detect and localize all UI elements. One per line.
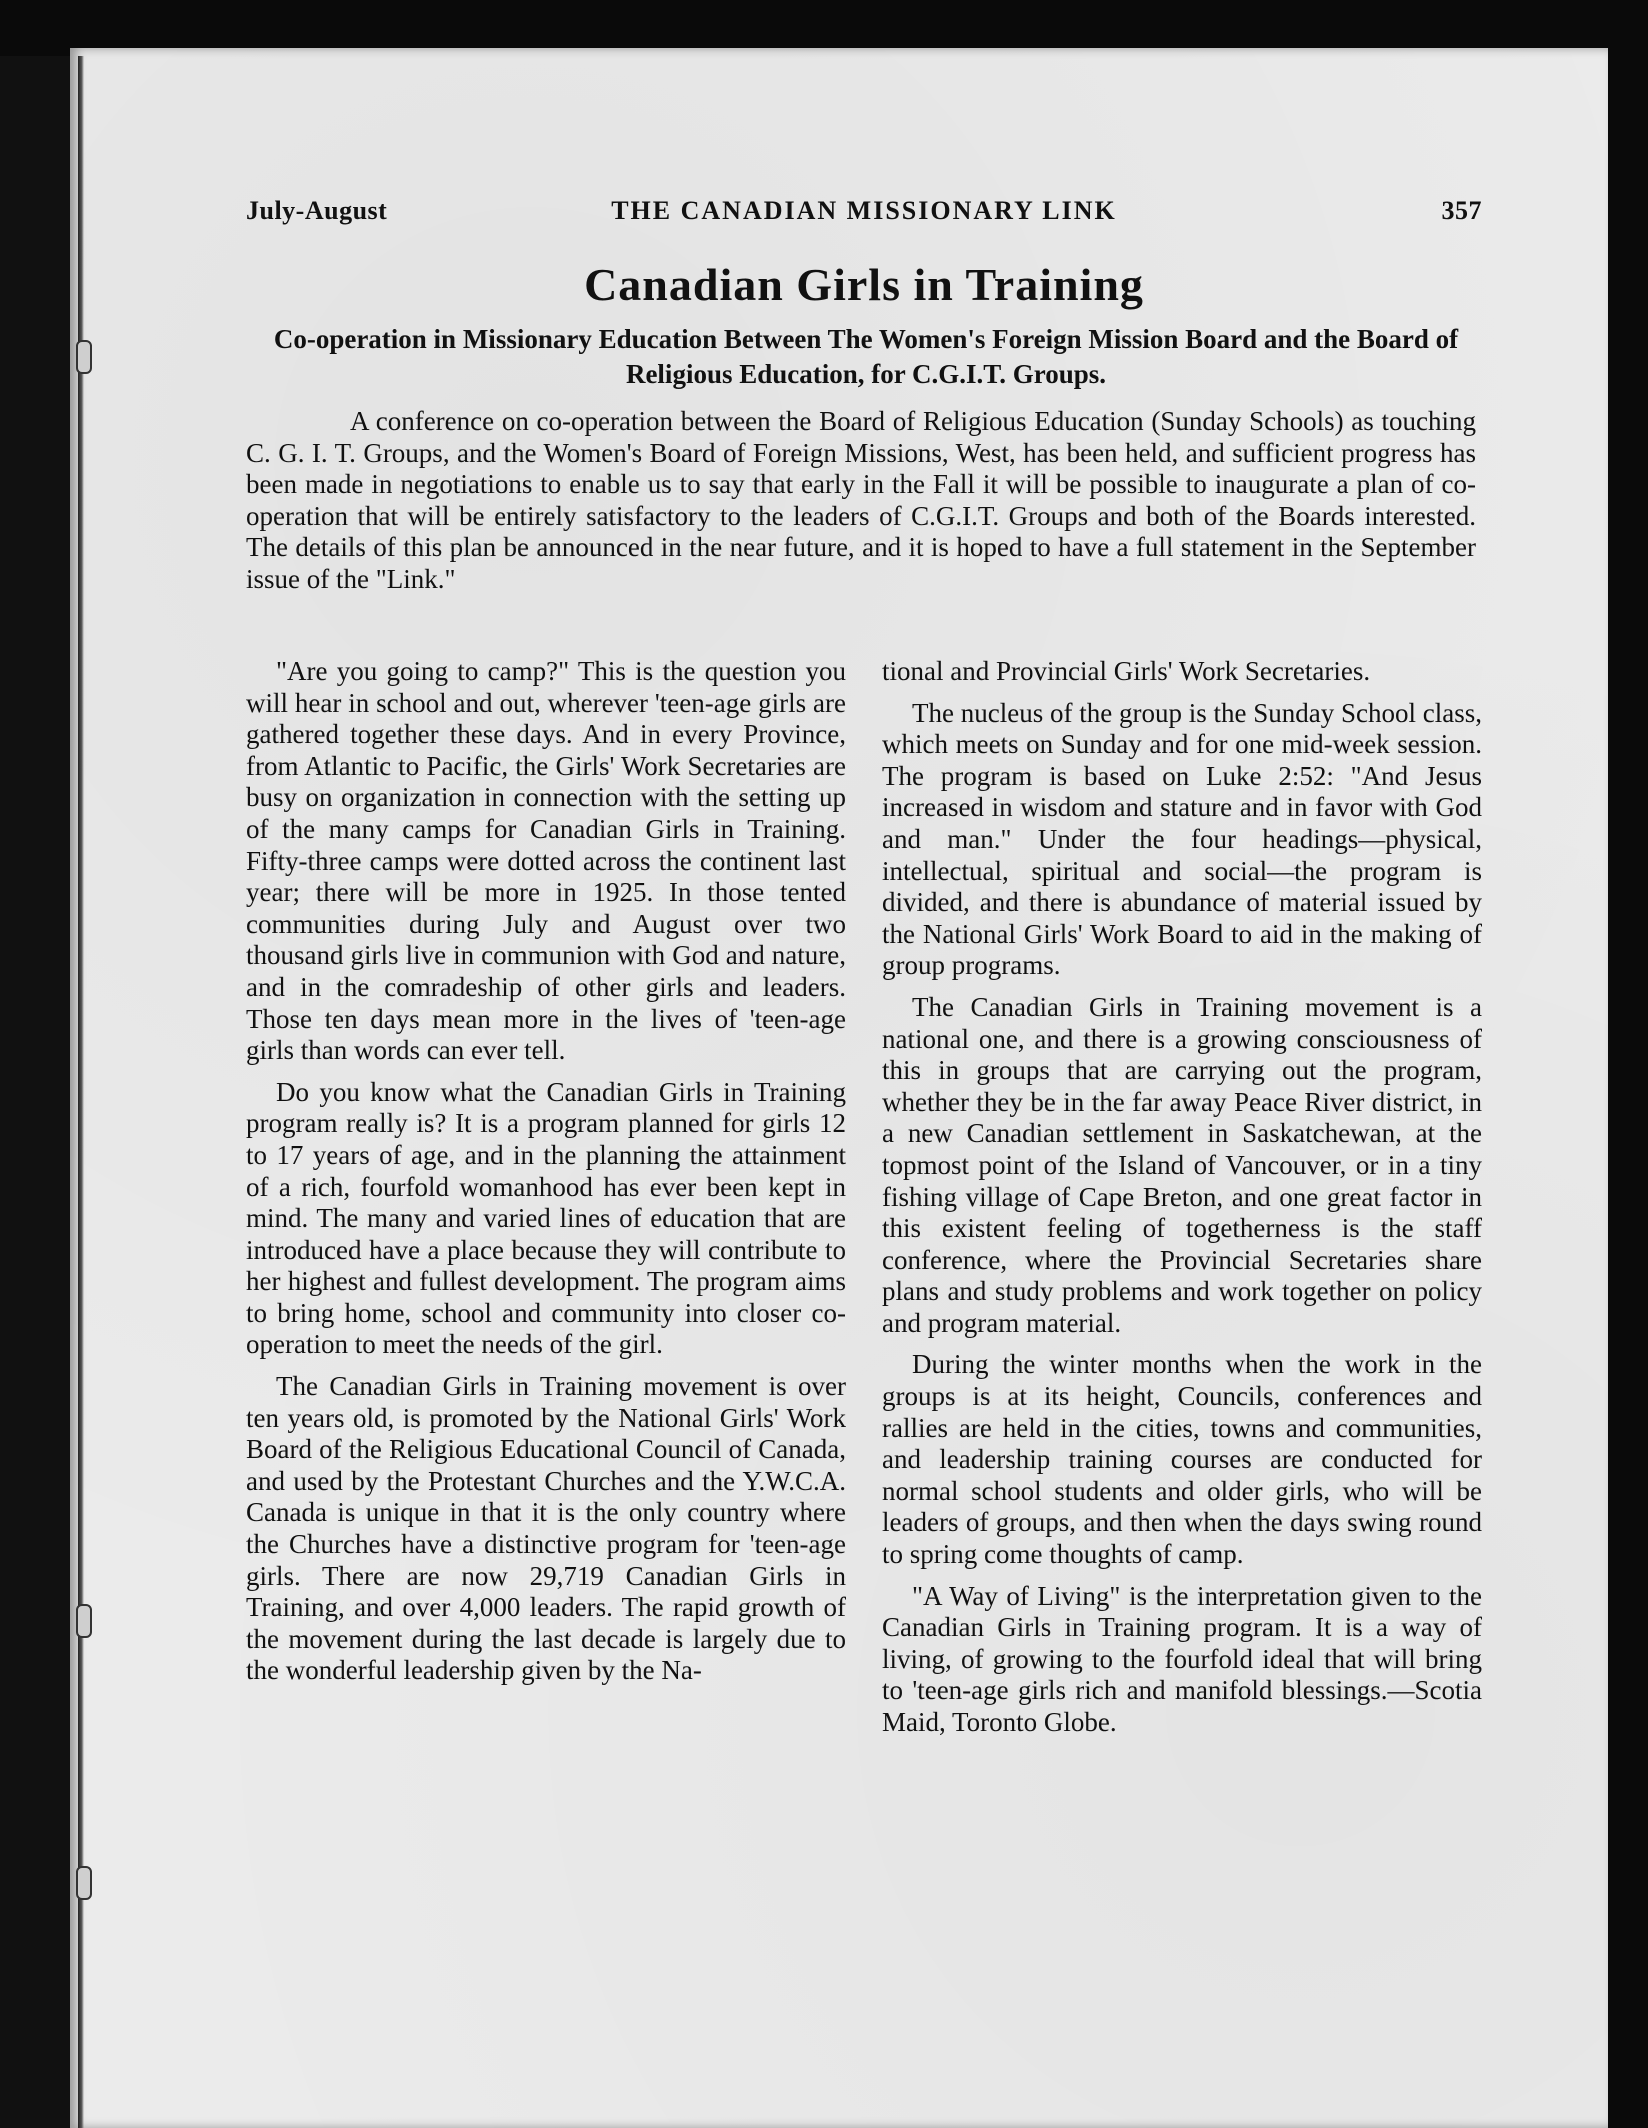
publication-title: THE CANADIAN MISSIONARY LINK [611, 196, 1117, 225]
scan-border-right [1608, 0, 1648, 2128]
left-paragraph-3: The Canadian Girls in Training movement is over ten years old, is promoted by the National Girls' Work Board of the Religious Educational Council of Canada, and used by the Protestant Churches and the Y.W.C.A. Canada is unique in that it is the only country where the Churches have a distinctive program for 'teen-age girls. There are now 29,719 Canadian Girls in Training, and over 4,000 leaders. The rapid growth of the movement during the last decade is largely due to the wonderful leadership given by the Na- [246, 1371, 846, 1686]
right-paragraph-continuation: tional and Provincial Girls' Work Secretaries. [882, 656, 1371, 686]
page-number: 357 [1441, 196, 1482, 225]
article-subtitle: Co-operation in Missionary Education Between The Women's Foreign Mission Board and the Board of Religious Education, for C.G.I.T. Groups. [273, 324, 1459, 389]
right-column [882, 656, 1482, 1739]
right-paragraph-5: "A Way of Living" is the interpretation given to the Canadian Girls in Training program. It is a way of living, of growing to the fourfold ideal that will bring to 'teen-age girls rich and manifold blessings.—Scotia Maid, Toronto Globe. [882, 1580, 1482, 1737]
running-header [246, 196, 1482, 232]
right-paragraph-3: The Canadian Girls in Training movement is a national one, and there is a growing consciousness of this in groups that are carrying out the program, whether they be in the far away Peace River district, in a new Canadian settlement in Saskatchewan, at the topmost point of the Island of Vancouver, or in a tiny fishing village of Cape Breton, and one great factor in this existent feeling of togetherness is the staff conference, where the Provincial Secretaries share plans and study problems and work together on policy and program material. [882, 991, 1482, 1338]
right-paragraph-2: The nucleus of the group is the Sunday School class, which meets on Sunday and for one mid-week session. The program is based on Luke 2:52: "And Jesus increased in wisdom and stature and in favor with God and man." Under the four headings—physical, intellectual, spiritual and social—the program is divided, and there is abundance of material issued by the National Girls' Work Board to aid in the making of group programs. [882, 697, 1482, 981]
issue-date: July-August [246, 196, 388, 225]
intro-paragraph: A conference on co-operation between the Board of Religious Education (Sunday Schools) as touching C. G. I. T. Groups, and the Women's Board of Foreign Missions, West, has been held, and sufficient progress has been made in negotiations to enable us to say that early in the Fall it will be possible to inaugurate a plan of co-operation that will be entirely satisfactory to the leaders of C.G.I.T. Groups and both of the Boards interested. The details of this plan be announced in the near future, and it is hoped to have a full statement in the September issue of the "Link." [246, 406, 1476, 594]
left-paragraph-2: Do you know what the Canadian Girls in Training program really is? It is a program planned for girls 12 to 17 years of age, and in the planning the attainment of a rich, fourfold womanhood has ever been kept in mind. The many and varied lines of education that are introduced have a place because they will contribute to her highest and fullest development. The program aims to bring home, school and community into closer co-operation to meet the needs of the girl. [246, 1076, 846, 1360]
staple-bottom [76, 1866, 92, 1900]
left-paragraph-1: "Are you going to camp?" This is the question you will hear in school and out, wherever 'teen-age girls are gathered together these days. And in every Province, from Atlantic to Pacific, the Girls' Work Secretaries are busy on organization in connection with the setting up of the many camps for Canadian Girls in Training. Fifty-three camps were dotted across the continent last year; there will be more in 1925. In those tented communities during July and August over two thousand girls live in communion with God and nature, and in the comradeship of other girls and leaders. Those ten days mean more in the lives of 'teen-age girls than words can ever tell. [246, 656, 846, 1066]
staple-top [76, 340, 92, 374]
right-paragraph-4: During the winter months when the work in the groups is at its height, Councils, conferences and rallies are held in the cities, towns and communities, and leadership training courses are conducted for normal school students and older girls, who will be leaders of groups, and then when the days swing round to spring come thoughts of camp. [882, 1349, 1482, 1570]
article-title: Canadian Girls in Training [584, 259, 1144, 310]
staple-middle [76, 1604, 92, 1638]
left-column [246, 656, 846, 1687]
